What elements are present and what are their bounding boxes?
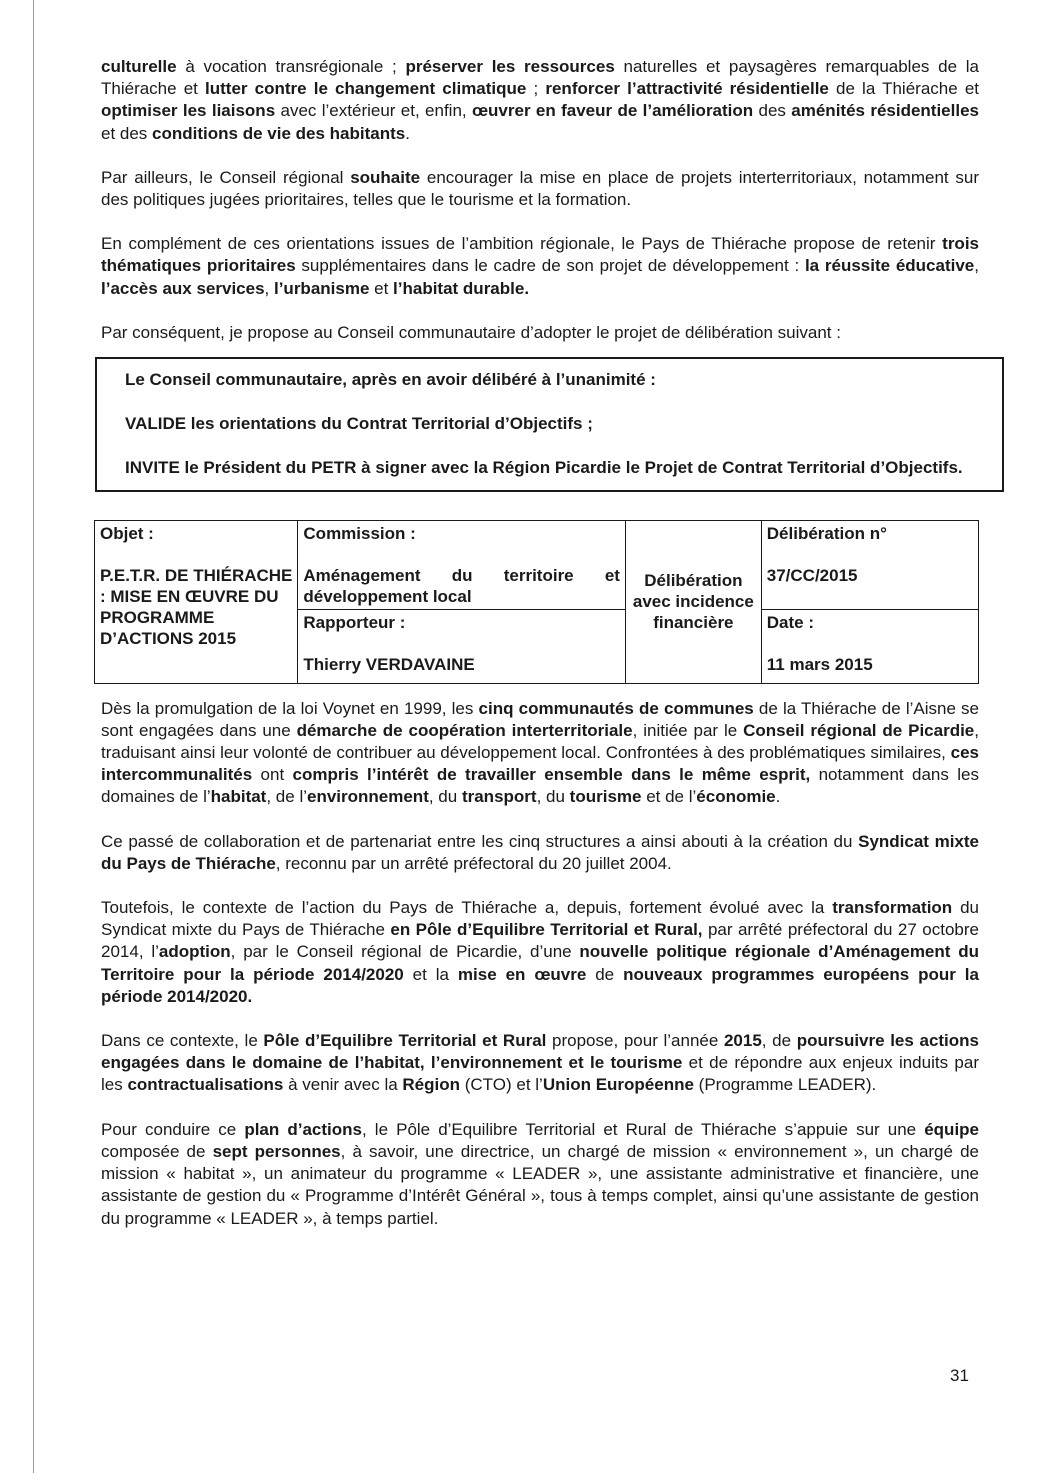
body-text: (CTO) et l’	[460, 1075, 543, 1095]
body-text: composée de	[101, 1141, 213, 1161]
emphasis-text: l’habitat durable.	[393, 278, 530, 298]
body-text: En complément de ces orientations issues de l’ambition régionale, le Pays de Thiérache propose de retenir	[101, 234, 943, 254]
rapporteur-cell	[298, 609, 626, 683]
body-text: de	[586, 964, 624, 984]
emphasis-text: renforcer l’attractivité résidentielle	[545, 79, 829, 99]
incidence-cell	[625, 520, 761, 683]
body-text: Dès la promulgation de la loi Voynet en 1999, les	[101, 698, 479, 718]
objet-label: Objet :	[100, 523, 154, 543]
body-text: , du	[428, 787, 462, 807]
emphasis-text: Pôle d’Equilibre Territorial et Rural	[263, 1031, 547, 1051]
emphasis-text: souhaite	[350, 167, 421, 187]
paragraph-contexte	[101, 897, 979, 1008]
emphasis-text: transport	[461, 787, 537, 807]
body-text: encourager la mise en place de projets interterritoriaux, notamment sur des politiques jugées prioritaires, telles que le tourisme et la formation.	[101, 167, 979, 210]
emphasis-text: aménités résidentielles	[791, 101, 979, 121]
emphasis-text: transformation	[832, 898, 953, 918]
body-text: , reconnu par un arrêté préfectoral du 20 juillet 2004.	[275, 853, 672, 873]
emphasis-text: économie	[696, 787, 776, 807]
binding-margin-line	[33, 0, 34, 1473]
emphasis-text: environnement	[307, 787, 429, 807]
emphasis-text: poursuivre les actions engagées dans le domaine de l’habitat, l’environnement et le tourisme	[101, 1031, 980, 1073]
body-text: , du	[536, 787, 570, 807]
paragraph-orientations	[101, 56, 979, 145]
emphasis-text: compris l’intérêt de travailler ensemble dans le même esprit,	[292, 765, 811, 785]
body-text: .	[405, 123, 410, 143]
date-value: 11 mars 2015	[766, 654, 873, 674]
commission-value: Aménagement du territoire et développement local	[303, 565, 620, 606]
numero-cell	[761, 520, 978, 609]
emphasis-text: habitat	[210, 787, 267, 807]
paragraph-projets-interterritoriaux	[101, 167, 979, 211]
body-text: (Programme LEADER).	[693, 1075, 877, 1095]
emphasis-text: l’urbanisme	[273, 278, 370, 298]
body-text: à vocation transrégionale ;	[176, 57, 406, 76]
body-text: , le Pôle d’Equilibre Territorial et Rural de Thiérache s’appuie sur une	[361, 1119, 925, 1139]
emphasis-text: optimiser les liaisons	[101, 101, 276, 121]
body-text: , par le Conseil régional de Picardie, d’une	[230, 942, 580, 962]
body-text: , de	[761, 1031, 797, 1051]
emphasis-text: Union Européenne	[542, 1075, 694, 1095]
commission-cell	[298, 520, 626, 609]
body-text: à venir avec la	[283, 1075, 403, 1095]
body-text: .	[775, 787, 781, 807]
emphasis-text: mise en œuvre	[457, 964, 587, 984]
objet-cell	[95, 520, 298, 683]
paragraph-programme-2015	[101, 1030, 979, 1097]
emphasis-text: préserver les ressources	[405, 57, 615, 76]
body-text: et de répondre aux enjeux induits par les	[101, 1053, 979, 1095]
paragraph-thematiques	[101, 233, 979, 300]
document-page	[101, 56, 979, 1230]
paragraph-historique	[101, 698, 979, 809]
body-text: supplémentaires dans le cadre de son projet de développement :	[295, 256, 805, 276]
body-text: des	[753, 101, 792, 121]
emphasis-text: trois thématiques prioritaires	[101, 234, 979, 276]
body-text: notamment dans les domaines de l’	[101, 765, 979, 807]
body-text: avec l’extérieur et, enfin,	[275, 101, 472, 121]
date-cell	[761, 609, 978, 683]
body-text: et la	[403, 964, 458, 984]
rapporteur-label: Rapporteur :	[303, 612, 406, 632]
body-text: de la Thiérache de l’Aisne se sont engagées dans une	[101, 698, 979, 740]
paragraph-proposition: Par conséquent, je propose au Conseil communautaire d’adopter le projet de délibération suivant :	[101, 322, 841, 342]
numero-value: 37/CC/2015	[766, 565, 858, 585]
emphasis-text: ces intercommunalités	[101, 743, 979, 785]
emphasis-text: équipe	[924, 1119, 980, 1139]
emphasis-text: lutter contre le changement climatique	[205, 79, 527, 99]
emphasis-text: nouveaux programmes européens pour la période 2014/2020.	[101, 964, 979, 1006]
incidence-text: Délibération avec incidence financière	[632, 571, 754, 633]
emphasis-text: Syndicat mixte du Pays de Thiérache	[101, 831, 979, 873]
body-text: propose, pour l’année	[546, 1031, 724, 1051]
body-text: et de l’	[641, 787, 697, 807]
emphasis-text: sept personnes	[212, 1141, 341, 1161]
decision-valide: VALIDE les orientations du Contrat Territorial d’Objectifs ;	[125, 414, 593, 434]
deliberation-header-table	[94, 520, 979, 684]
emphasis-text: œuvrer en faveur de l’amélioration	[471, 101, 754, 121]
commission-label: Commission :	[303, 523, 416, 543]
emphasis-text: plan d’actions	[244, 1119, 362, 1139]
objet-value: P.E.T.R. DE THIÉRACHE : MISE EN ŒUVRE DU PROGRAMME D’ACTIONS 2015	[100, 565, 293, 648]
body-text: Pour conduire ce	[101, 1119, 245, 1139]
emphasis-text: en Pôle d’Equilibre Territorial et Rural,	[390, 920, 703, 940]
body-text: naturelles et paysagères remarquables de la Thiérache et	[101, 57, 980, 99]
body-text: Toutefois, le contexte de l’action du Pays de Thiérache a, depuis, fortement évolué avec la	[101, 898, 833, 918]
body-text: Ce passé de collaboration et de partenariat entre les cinq structures a ainsi abouti à la création du	[101, 831, 859, 851]
date-label: Date :	[766, 612, 814, 632]
body-text: , à savoir, une directrice, un chargé de mission « environnement », un chargé de mission « habitat », un animateur du programme « LEADER », une assistante administrative et financière, une assistante de gestion du « Programme d’Intérêt Général », tous à temps complet, ainsi qu’une assistante de gestion du programme « LEADER », à temps partiel.	[101, 1141, 979, 1228]
body-text: ;	[526, 79, 546, 99]
body-text: et	[369, 278, 394, 298]
decision-invite: INVITE le Président du PETR à signer avec la Région Picardie le Projet de Contrat Territorial d’Objectifs.	[125, 458, 963, 478]
body-text: ont	[252, 765, 293, 785]
body-text: Dans ce contexte, le	[101, 1031, 264, 1051]
emphasis-text: démarche de coopération interterritoriale	[296, 720, 633, 740]
emphasis-text: tourisme	[569, 787, 642, 807]
rapporteur-value: Thierry VERDAVAINE	[303, 654, 475, 674]
emphasis-text: cinq communautés de communes	[478, 698, 754, 718]
decision-box	[95, 357, 1004, 492]
emphasis-text: Conseil régional de Picardie	[743, 720, 975, 740]
body-text: , initiée par le	[632, 720, 744, 740]
emphasis-text: contractualisations	[127, 1075, 284, 1095]
emphasis-text: conditions de vie des habitants	[152, 123, 406, 143]
body-text: , de l’	[266, 787, 307, 807]
body-text: ,	[974, 256, 979, 276]
body-text: Par ailleurs, le Conseil régional	[101, 167, 351, 187]
body-text: de la Thiérache et	[828, 79, 979, 99]
body-text: , traduisant ainsi leur volonté de contribuer au développement local. Confrontées à des problématiques similaires,	[101, 720, 979, 763]
body-text: par arrêté préfectoral du 27 octobre 2014, l’	[101, 920, 979, 962]
emphasis-text: adoption	[158, 942, 231, 962]
emphasis-text: culturelle	[101, 57, 177, 76]
numero-label: Délibération n°	[766, 523, 887, 543]
decision-intro: Le Conseil communautaire, après en avoir délibéré à l’unanimité :	[125, 370, 656, 390]
paragraph-equipe	[101, 1119, 979, 1230]
body-text: ,	[264, 278, 274, 298]
paragraph-syndicat	[101, 831, 979, 875]
emphasis-text: 2015	[723, 1031, 762, 1051]
emphasis-text: nouvelle politique régionale d’Aménagement du Territoire pour la période 2014/2020	[101, 942, 979, 984]
emphasis-text: l’accès aux services	[101, 278, 265, 298]
body-text: du Syndicat mixte du Pays de Thiérache	[101, 898, 979, 940]
body-text: et des	[101, 123, 153, 143]
emphasis-text: Région	[402, 1075, 461, 1095]
page-number: 31	[950, 1366, 969, 1385]
emphasis-text: la réussite éducative	[804, 256, 975, 276]
